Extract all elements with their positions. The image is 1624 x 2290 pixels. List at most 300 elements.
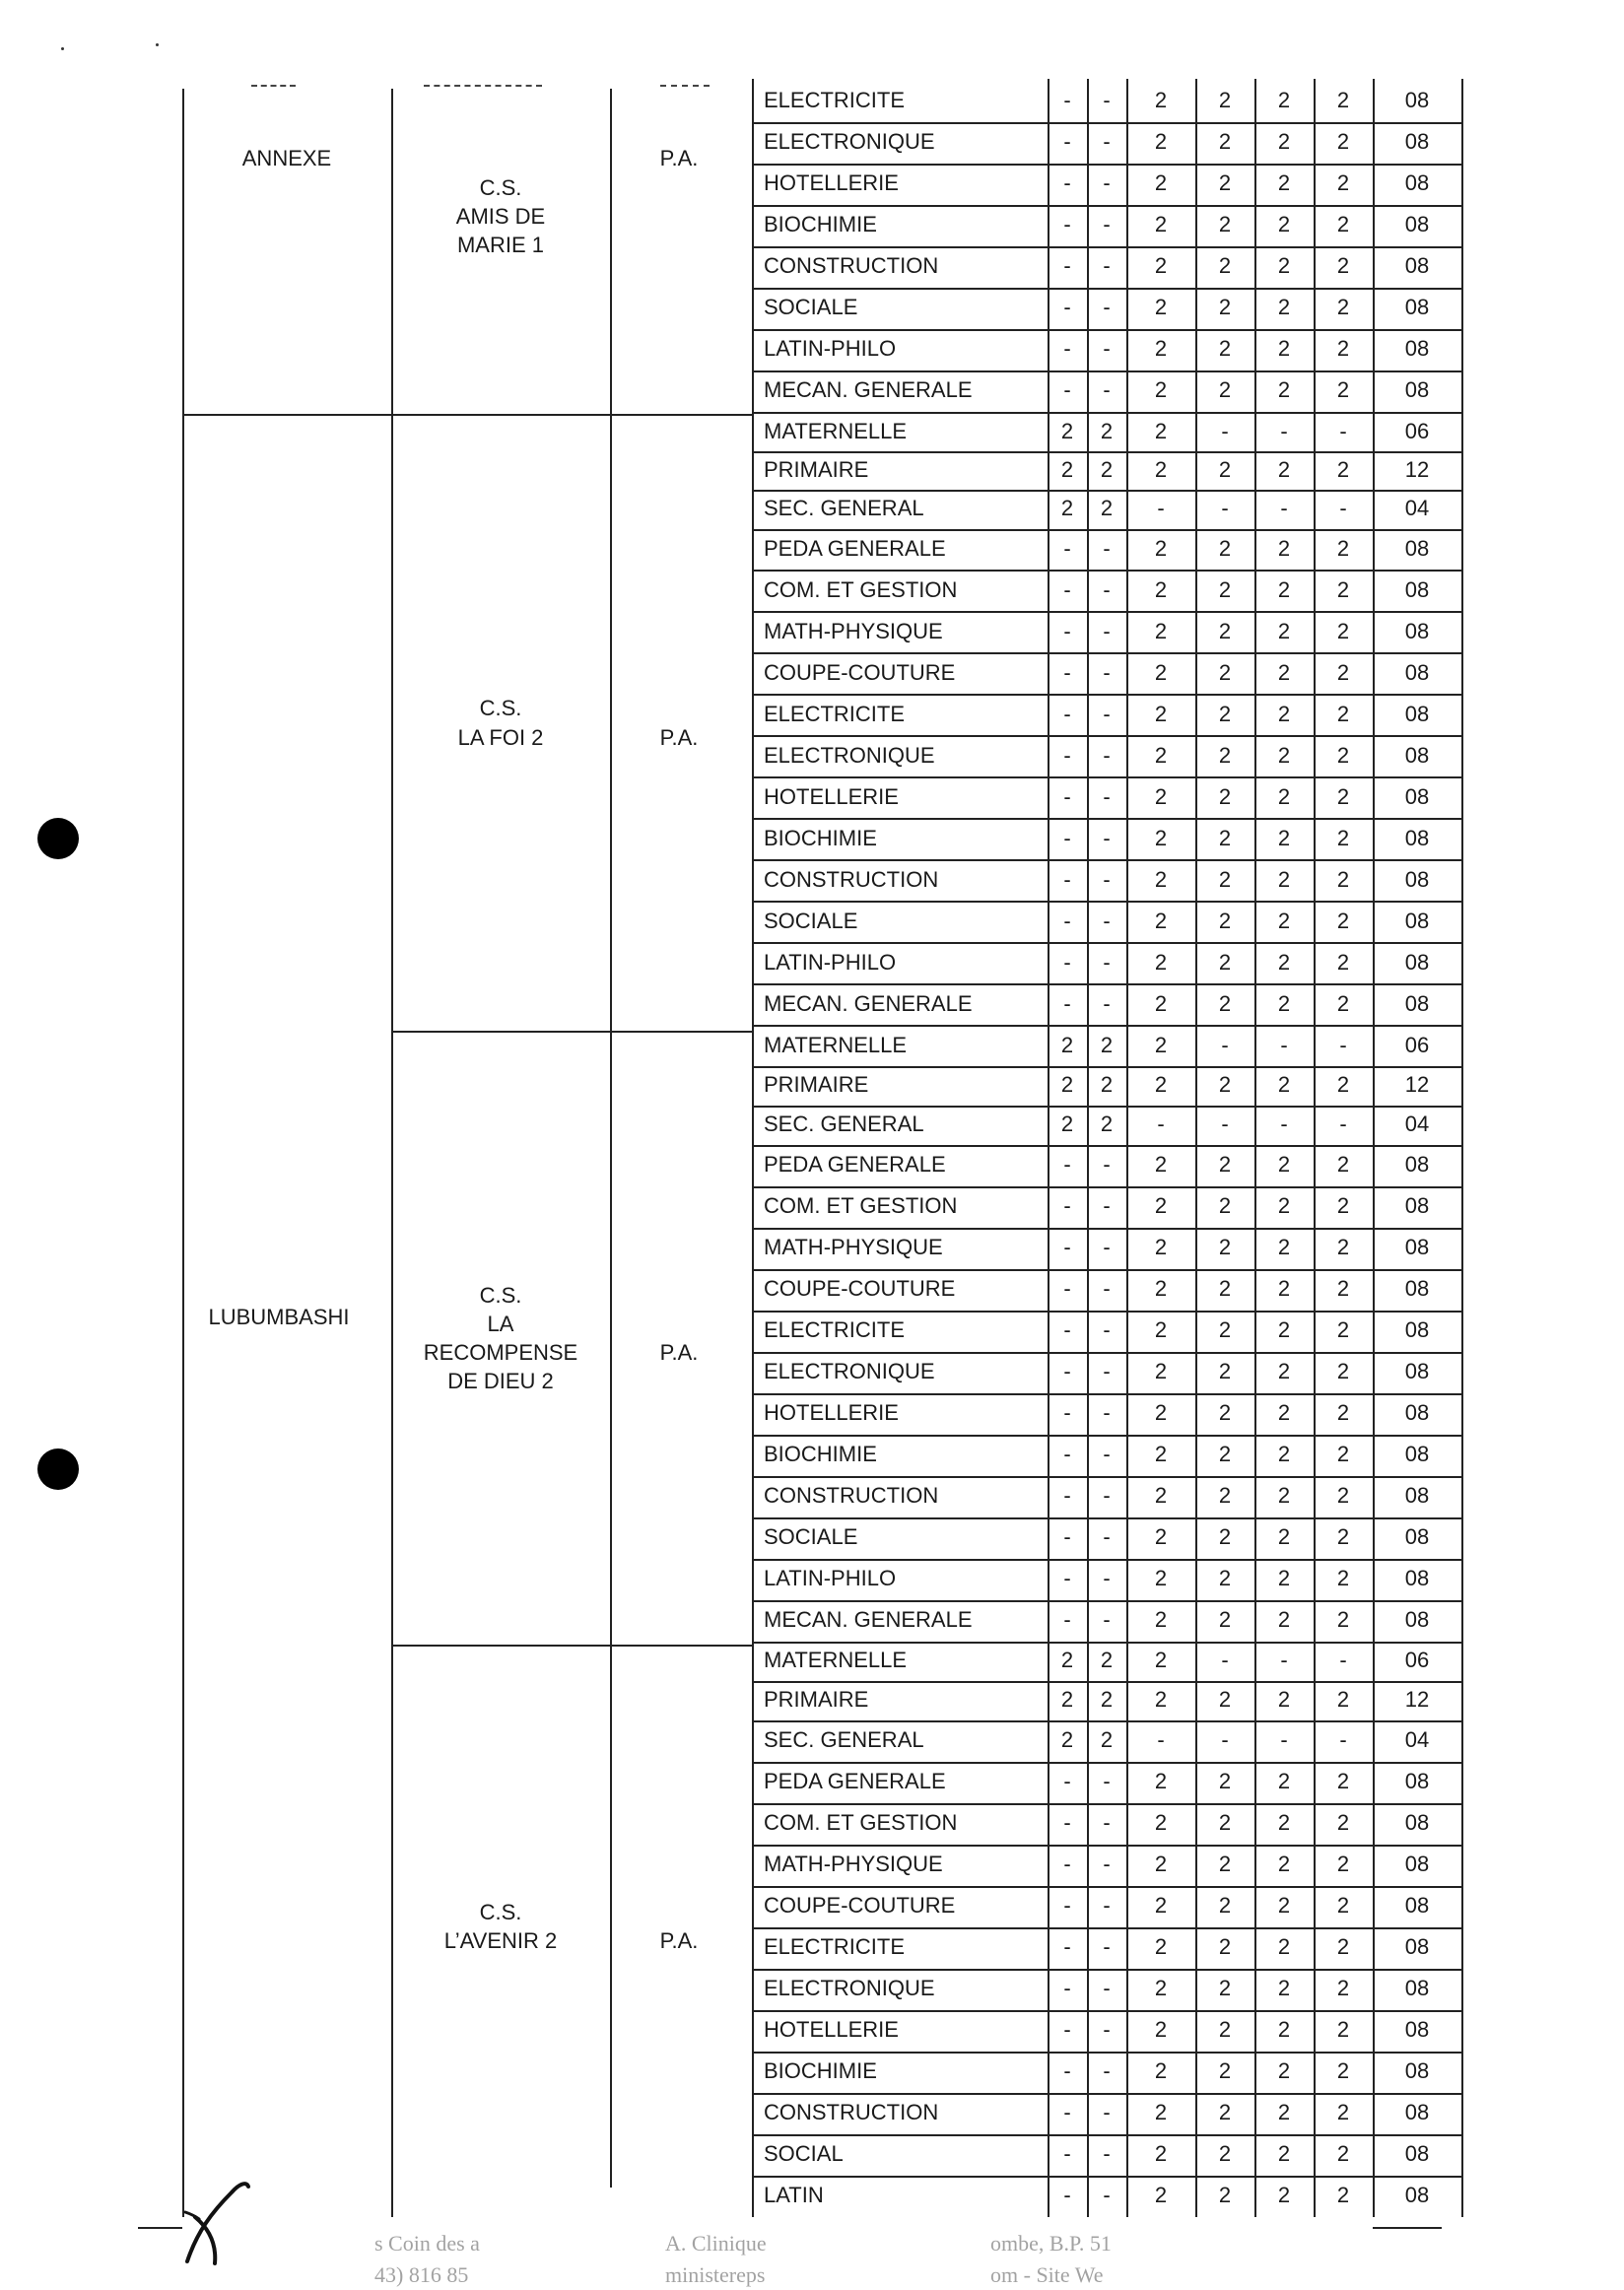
cell-value: 2 (1154, 991, 1168, 1016)
group-separator (391, 1645, 752, 1647)
cell-value: - (1103, 909, 1111, 933)
cell-value: - (1063, 826, 1071, 850)
status-label: P.A. (659, 1928, 699, 1953)
cell-value: - (1063, 909, 1071, 933)
cell-value: - (1221, 419, 1229, 443)
subject-label: MECAN. GENERALE (764, 1607, 973, 1632)
cell-value: 2 (1218, 1810, 1232, 1835)
cell-value: 2 (1336, 536, 1350, 561)
cell-total: 08 (1404, 1276, 1430, 1301)
cell-value: 2 (1277, 295, 1291, 319)
cell-value: - (1221, 1648, 1229, 1672)
cell-value: 2 (1336, 2017, 1350, 2042)
subject-label: MECAN. GENERALE (764, 377, 973, 402)
cell-value: - (1063, 702, 1071, 726)
subject-col-line (752, 79, 754, 2217)
cell-total: 08 (1404, 1566, 1430, 1590)
cell-total: 06 (1404, 1648, 1430, 1672)
cell-value: - (1063, 1810, 1071, 1835)
cell-value: 2 (1218, 253, 1232, 278)
cell-total: 08 (1404, 2183, 1430, 2207)
school-name-line: AMIS DE (455, 204, 546, 229)
row-line (752, 570, 1461, 572)
cell-value: - (1063, 743, 1071, 768)
subject-label: COUPE-COUTURE (764, 660, 956, 685)
cell-value: 2 (1277, 660, 1291, 685)
subject-label: SOCIAL (764, 2141, 844, 2166)
subject-label: SEC. GENERAL (764, 496, 924, 520)
school-name-line: DE DIEU 2 (447, 1369, 554, 1393)
cell-value: 2 (1336, 253, 1350, 278)
cell-value: 2 (1154, 1893, 1168, 1918)
cell-value: 2 (1277, 1317, 1291, 1342)
cell-value: 2 (1277, 826, 1291, 850)
cell-value: 2 (1154, 826, 1168, 850)
row-line (752, 1927, 1461, 1929)
cell-value: 2 (1218, 909, 1232, 933)
row-line (752, 901, 1461, 903)
cell-value: 2 (1218, 784, 1232, 809)
cell-value: 2 (1154, 212, 1168, 236)
cell-value: - (1280, 1033, 1288, 1057)
cell-value: - (1103, 660, 1111, 685)
cell-value: - (1063, 2100, 1071, 2124)
cell-value: 2 (1336, 129, 1350, 154)
subject-label: PRIMAIRE (764, 457, 869, 482)
cell-value: - (1103, 1524, 1111, 1549)
cell-value: - (1103, 1934, 1111, 1959)
cell-value: 2 (1100, 496, 1114, 520)
cell-value: - (1103, 1566, 1111, 1590)
cell-value: - (1063, 129, 1071, 154)
cell-value: - (1280, 1111, 1288, 1136)
cell-value: 2 (1218, 660, 1232, 685)
cell-value: 2 (1154, 1607, 1168, 1632)
cell-total: 08 (1404, 2141, 1430, 2166)
cell-value: 2 (1277, 2017, 1291, 2042)
footer-address-fragment: ombe, B.P. 51 (990, 2231, 1112, 2256)
cell-value: 2 (1277, 909, 1291, 933)
cell-value: 2 (1154, 170, 1168, 195)
cell-value: 2 (1277, 1442, 1291, 1466)
subject-label: PEDA GENERALE (764, 1152, 946, 1177)
cell-value: 2 (1060, 1648, 1074, 1672)
cell-value: 2 (1218, 1524, 1232, 1549)
cell-value: 2 (1218, 1976, 1232, 2000)
school-name-line: C.S. (479, 1900, 522, 1924)
cell-value: 2 (1336, 2100, 1350, 2124)
cell-value: 2 (1277, 1483, 1291, 1508)
row-line (752, 694, 1461, 696)
cell-value: 2 (1154, 253, 1168, 278)
status-label: P.A. (659, 725, 699, 750)
cell-value: 2 (1336, 1235, 1350, 1259)
subject-label: ELECTRICITE (764, 88, 906, 112)
cell-total: 08 (1404, 909, 1430, 933)
cell-value: 2 (1336, 1152, 1350, 1177)
cell-value: 2 (1100, 1727, 1114, 1752)
cell-value: 2 (1277, 1359, 1291, 1383)
subject-label: ELECTRICITE (764, 1934, 906, 1959)
cell-total: 08 (1404, 295, 1430, 319)
row-line (752, 329, 1461, 331)
row-line (752, 1681, 1461, 1683)
cell-value: 2 (1336, 170, 1350, 195)
cell-value: - (1157, 1727, 1165, 1752)
row-line (752, 2134, 1461, 2136)
cell-value: 2 (1218, 457, 1232, 482)
row-line (752, 1145, 1461, 1147)
cell-value: 2 (1218, 377, 1232, 402)
cell-value: 2 (1218, 950, 1232, 975)
subject-label: ELECTRICITE (764, 1317, 906, 1342)
subject-label: ELECTRONIQUE (764, 743, 935, 768)
cell-value: 2 (1277, 253, 1291, 278)
cell-value: 2 (1277, 1235, 1291, 1259)
cell-value: 2 (1100, 1111, 1114, 1136)
cell-value: - (1063, 660, 1071, 685)
cell-value: 2 (1154, 660, 1168, 685)
cell-value: - (1063, 1769, 1071, 1793)
table-top-fragment (424, 85, 542, 87)
row-line (752, 1845, 1461, 1847)
cell-value: 2 (1218, 1483, 1232, 1508)
cell-total: 08 (1404, 1524, 1430, 1549)
cell-value: - (1063, 88, 1071, 112)
row-line (752, 529, 1461, 531)
cell-value: - (1063, 1607, 1071, 1632)
cell-value: 2 (1218, 536, 1232, 561)
cell-value: 2 (1154, 1193, 1168, 1218)
cell-total: 06 (1404, 419, 1430, 443)
row-line (752, 942, 1461, 944)
row-line (752, 451, 1461, 453)
cell-value: 2 (1218, 1442, 1232, 1466)
cell-value: 2 (1060, 457, 1074, 482)
cell-value: 2 (1154, 129, 1168, 154)
row-line (752, 1106, 1461, 1108)
subject-label: SEC. GENERAL (764, 1111, 924, 1136)
cell-value: - (1063, 991, 1071, 1016)
cell-value: 2 (1100, 1687, 1114, 1712)
cell-value: 2 (1218, 1359, 1232, 1383)
cell-value: - (1103, 377, 1111, 402)
subject-label: COM. ET GESTION (764, 1193, 958, 1218)
cell-total: 12 (1404, 1072, 1430, 1097)
cell-value: 2 (1218, 619, 1232, 643)
locality-annexe: ANNEXE (241, 146, 332, 170)
cell-value: - (1103, 702, 1111, 726)
group-separator (391, 1031, 752, 1033)
cell-value: 2 (1060, 1727, 1074, 1752)
cell-value: 2 (1218, 1934, 1232, 1959)
cell-value: - (1063, 1566, 1071, 1590)
cell-value: 2 (1218, 1193, 1232, 1218)
cell-value: 2 (1218, 2183, 1232, 2207)
subject-label: COUPE-COUTURE (764, 1276, 956, 1301)
cell-total: 08 (1404, 536, 1430, 561)
cell-total: 08 (1404, 577, 1430, 602)
cell-value: 2 (1218, 1152, 1232, 1177)
cell-value: - (1103, 743, 1111, 768)
subject-label: PRIMAIRE (764, 1687, 869, 1712)
cell-value: 2 (1277, 1607, 1291, 1632)
cell-value: 2 (1218, 1852, 1232, 1876)
cell-value: 2 (1218, 743, 1232, 768)
cell-value: 2 (1277, 2100, 1291, 2124)
subject-label: CONSTRUCTION (764, 253, 939, 278)
cell-value: 2 (1100, 1648, 1114, 1672)
cell-value: 2 (1154, 1852, 1168, 1876)
row-line (752, 1476, 1461, 1478)
row-line (752, 2093, 1461, 2095)
cell-total: 08 (1404, 1893, 1430, 1918)
cell-value: - (1063, 1524, 1071, 1549)
cell-value: 2 (1100, 1072, 1114, 1097)
row-line (752, 1066, 1461, 1068)
subject-label: PEDA GENERALE (764, 536, 946, 561)
cell-value: - (1339, 419, 1347, 443)
cell-value: 2 (1060, 1072, 1074, 1097)
cell-total: 06 (1404, 1033, 1430, 1057)
cell-value: - (1063, 1193, 1071, 1218)
cell-total: 08 (1404, 1934, 1430, 1959)
cell-value: 2 (1154, 2141, 1168, 2166)
footer-phone-fragment: 43) 816 85 (374, 2262, 469, 2287)
cell-value: 2 (1218, 826, 1232, 850)
subject-label: MATH-PHYSIQUE (764, 1235, 943, 1259)
cell-value: - (1103, 295, 1111, 319)
cell-total: 04 (1404, 496, 1430, 520)
cell-value: 2 (1336, 1524, 1350, 1549)
subject-label: SEC. GENERAL (764, 1727, 924, 1752)
cell-value: - (1063, 2058, 1071, 2083)
cell-value: - (1063, 1276, 1071, 1301)
row-line (752, 412, 1461, 414)
cell-value: - (1103, 336, 1111, 361)
cell-value: - (1103, 784, 1111, 809)
cell-value: 2 (1277, 1193, 1291, 1218)
cell-value: - (1063, 1852, 1071, 1876)
cell-value: 2 (1154, 702, 1168, 726)
subject-label: MATERNELLE (764, 1033, 908, 1057)
cell-total: 08 (1404, 1152, 1430, 1177)
cell-value: 2 (1218, 1566, 1232, 1590)
row-line (752, 1517, 1461, 1519)
subject-label: HOTELLERIE (764, 1400, 899, 1425)
cell-value: - (1063, 2183, 1071, 2207)
subject-label: BIOCHIMIE (764, 1442, 877, 1466)
col-line (1461, 79, 1463, 2217)
cell-value: 2 (1336, 619, 1350, 643)
cell-value: 2 (1336, 1359, 1350, 1383)
table-top-fragment (251, 85, 296, 87)
cell-value: 2 (1336, 1607, 1350, 1632)
cell-value: 2 (1154, 1769, 1168, 1793)
row-line (752, 490, 1461, 492)
column-divider (610, 89, 612, 2188)
subject-label: ELECTRONIQUE (764, 129, 935, 154)
cell-value: - (1103, 1317, 1111, 1342)
cell-value: - (1103, 1607, 1111, 1632)
cell-value: 2 (1277, 1152, 1291, 1177)
cell-total: 08 (1404, 212, 1430, 236)
cell-value: 2 (1218, 1072, 1232, 1097)
row-line (752, 1186, 1461, 1188)
cell-value: - (1103, 2141, 1111, 2166)
cell-total: 08 (1404, 2017, 1430, 2042)
cell-value: - (1103, 867, 1111, 892)
subject-label: CONSTRUCTION (764, 1483, 939, 1508)
column-divider (391, 89, 393, 2217)
cell-value: - (1063, 1317, 1071, 1342)
cell-value: 2 (1336, 2058, 1350, 2083)
cell-value: 2 (1060, 1687, 1074, 1712)
cell-value: 2 (1218, 129, 1232, 154)
cell-value: - (1280, 496, 1288, 520)
cell-value: 2 (1154, 1152, 1168, 1177)
cell-value: 2 (1336, 1442, 1350, 1466)
cell-value: - (1103, 1976, 1111, 2000)
cell-value: - (1063, 295, 1071, 319)
subject-label: HOTELLERIE (764, 2017, 899, 2042)
cell-value: 2 (1154, 1033, 1168, 1057)
cell-value: - (1280, 1648, 1288, 1672)
subject-label: COUPE-COUTURE (764, 1893, 956, 1918)
row-line (752, 1269, 1461, 1271)
cell-value: 2 (1218, 1276, 1232, 1301)
school-name-line: C.S. (479, 1283, 522, 1308)
cell-value: 2 (1218, 212, 1232, 236)
cell-value: 2 (1277, 129, 1291, 154)
cell-value: 2 (1218, 991, 1232, 1016)
row-line (752, 2010, 1461, 2012)
subject-label: CONSTRUCTION (764, 867, 939, 892)
cell-value: 2 (1154, 1276, 1168, 1301)
subject-label: PEDA GENERALE (764, 1769, 946, 1793)
row-line (752, 1393, 1461, 1395)
cell-value: 2 (1336, 1483, 1350, 1508)
cell-value: 2 (1277, 2058, 1291, 2083)
subject-label: PRIMAIRE (764, 1072, 869, 1097)
cell-total: 08 (1404, 253, 1430, 278)
row-line (752, 611, 1461, 613)
cell-value: - (1103, 1359, 1111, 1383)
footer-address-fragment: s Coin des a (374, 2231, 480, 2256)
cell-value: 2 (1277, 170, 1291, 195)
cell-value: - (1063, 1152, 1071, 1177)
cell-value: - (1063, 536, 1071, 561)
cell-value: 2 (1277, 1976, 1291, 2000)
cell-value: 2 (1277, 1276, 1291, 1301)
cell-value: 2 (1218, 1235, 1232, 1259)
row-line (752, 1435, 1461, 1437)
cell-value: 2 (1154, 1524, 1168, 1549)
cell-value: - (1103, 88, 1111, 112)
cell-total: 08 (1404, 991, 1430, 1016)
cell-value: 2 (1154, 1235, 1168, 1259)
row-line (752, 652, 1461, 654)
cell-value: - (1063, 1934, 1071, 1959)
row-line (752, 1559, 1461, 1561)
row-line (752, 1228, 1461, 1230)
binder-hole-icon (37, 818, 79, 859)
cell-value: 2 (1277, 536, 1291, 561)
cell-value: - (1103, 1442, 1111, 1466)
cell-total: 08 (1404, 129, 1430, 154)
cell-value: - (1103, 1400, 1111, 1425)
cell-value: 2 (1154, 1648, 1168, 1672)
cell-value: - (1063, 212, 1071, 236)
subject-label: CONSTRUCTION (764, 2100, 939, 2124)
cell-value: - (1103, 1769, 1111, 1793)
status-label: P.A. (659, 1340, 699, 1365)
cell-total: 08 (1404, 1607, 1430, 1632)
cell-value: 2 (1154, 536, 1168, 561)
cell-total: 08 (1404, 1810, 1430, 1835)
cell-value: - (1103, 536, 1111, 561)
cell-value: 2 (1154, 2100, 1168, 2124)
scan-speck (156, 43, 159, 46)
subject-label: MATERNELLE (764, 1648, 908, 1672)
scan-speck (61, 47, 64, 50)
cell-value: 2 (1277, 1810, 1291, 1835)
cell-total: 08 (1404, 826, 1430, 850)
subject-label: HOTELLERIE (764, 784, 899, 809)
cell-value: 2 (1336, 1769, 1350, 1793)
cell-value: 2 (1154, 1317, 1168, 1342)
cell-value: 2 (1336, 784, 1350, 809)
subject-label: MECAN. GENERALE (764, 991, 973, 1016)
cell-value: - (1339, 1111, 1347, 1136)
cell-value: 2 (1277, 457, 1291, 482)
cell-value: 2 (1336, 1934, 1350, 1959)
cell-total: 08 (1404, 377, 1430, 402)
cell-value: - (1063, 867, 1071, 892)
cell-value: 2 (1154, 1072, 1168, 1097)
cell-total: 08 (1404, 2100, 1430, 2124)
cell-value: 2 (1277, 2183, 1291, 2207)
cell-value: 2 (1154, 88, 1168, 112)
locality-lubumbashi: LUBUMBASHI (208, 1305, 350, 1329)
cell-value: - (1063, 1976, 1071, 2000)
cell-value: 2 (1336, 826, 1350, 850)
school-name-line: LA (487, 1312, 514, 1336)
cell-value: 2 (1336, 295, 1350, 319)
column-divider (182, 89, 184, 2217)
cell-value: 2 (1154, 1400, 1168, 1425)
cell-value: - (1063, 336, 1071, 361)
row-line (752, 818, 1461, 820)
subject-label: LATIN-PHILO (764, 336, 897, 361)
cell-value: 2 (1336, 577, 1350, 602)
cell-value: 2 (1336, 1852, 1350, 1876)
cell-value: 2 (1336, 1276, 1350, 1301)
cell-value: - (1063, 2017, 1071, 2042)
cell-total: 08 (1404, 743, 1430, 768)
cell-value: 2 (1154, 784, 1168, 809)
cell-value: 2 (1336, 1976, 1350, 2000)
cell-value: - (1063, 950, 1071, 975)
cell-value: 2 (1277, 1852, 1291, 1876)
cell-value: 2 (1277, 991, 1291, 1016)
footer-rule (1373, 2227, 1442, 2229)
cell-value: 2 (1218, 1769, 1232, 1793)
subject-label: SOCIALE (764, 295, 858, 319)
cell-value: 2 (1100, 457, 1114, 482)
cell-value: - (1103, 253, 1111, 278)
cell-value: 2 (1100, 1033, 1114, 1057)
